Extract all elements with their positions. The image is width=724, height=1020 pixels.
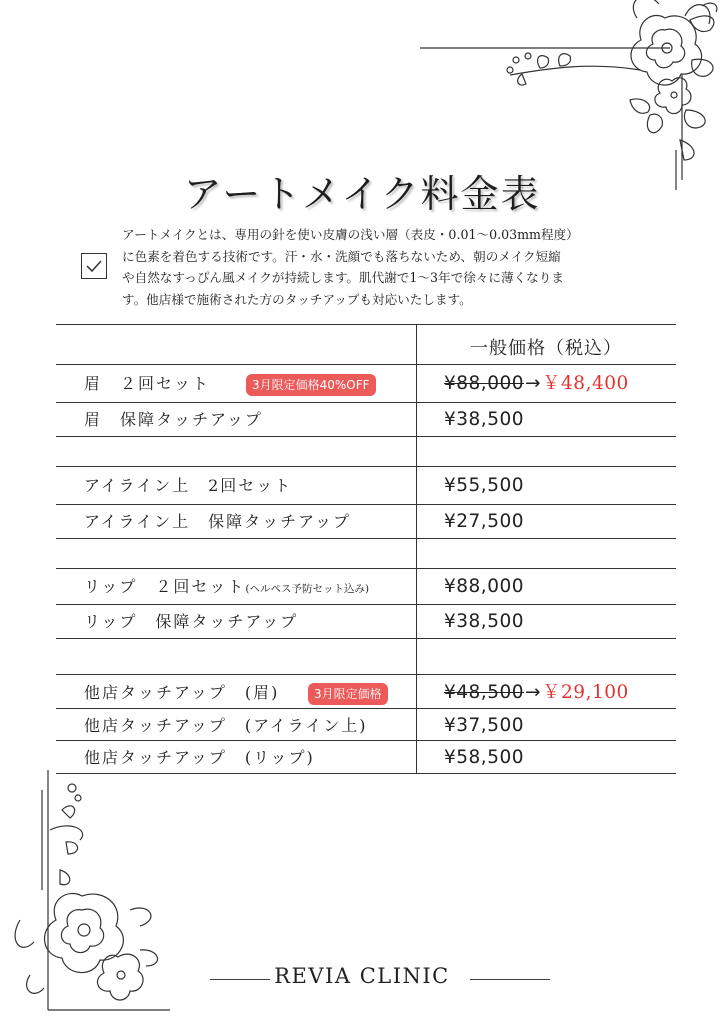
price-table [56, 324, 676, 774]
intro-text [122, 224, 667, 310]
item-name: アイライン上 2回セット [84, 476, 293, 495]
intro-line: アートメイクとは、専用の針を使い皮膚の浅い層（表皮・0.01〜0.03mm程度） [122, 227, 579, 242]
item-price: ¥38,500 [444, 611, 525, 632]
item-price: ¥37,500 [444, 715, 525, 736]
old-price: ¥48,500 [444, 682, 525, 703]
flower-top-right-icon [410, 0, 724, 190]
intro-line: や自然なすっぴん風メイクが持続します。肌代謝で1〜3年で徐々に薄くなりま [122, 270, 564, 285]
item-name [84, 570, 369, 604]
table-row [56, 709, 676, 743]
item-note: (ヘルペス予防セット込み) [245, 583, 370, 595]
price-column-header: 一般価格（税込） [470, 338, 622, 359]
arrow: → [525, 682, 542, 703]
item-price: ¥58,500 [444, 747, 525, 768]
clinic-name: REVIA CLINIC [274, 964, 450, 988]
table-row [56, 570, 676, 604]
item-name: 他店タッチアップ (眉) [84, 683, 280, 702]
item-name: アイライン上 保障タッチアップ [84, 512, 351, 531]
item-name: 他店タッチアップ (アイライン上) [84, 716, 368, 735]
item-price: ¥27,500 [444, 511, 525, 532]
promo-badge: 3月限定価格40%OFF [246, 374, 376, 396]
page-title: アートメイク料金表 [183, 172, 541, 217]
arrow: → [525, 373, 542, 394]
table-row [56, 367, 676, 401]
table-row [56, 505, 676, 539]
item-price: ¥38,500 [444, 409, 525, 430]
item-name: 他店タッチアップ (リップ) [84, 748, 315, 767]
table-divider [56, 568, 676, 569]
intro-line: す。他店様で施術された方のタッチアップも対応いたします。 [122, 291, 472, 307]
table-row [56, 676, 676, 710]
item-price: ¥55,500 [444, 475, 525, 496]
table-divider [56, 324, 676, 325]
sale-price: ￥48,400 [542, 373, 629, 394]
item-price: ¥88,000 [444, 576, 525, 597]
table-divider [56, 674, 676, 675]
table-row [56, 605, 676, 639]
checkbox [81, 253, 107, 279]
item-name-text: リップ ２回セット [84, 577, 246, 596]
item-name: 眉 ２回セット [84, 374, 211, 393]
promo-badge: 3月限定価格 [308, 683, 388, 705]
item-name: リップ 保障タッチアップ [84, 612, 299, 631]
checkmark-icon [85, 258, 103, 274]
table-row [56, 403, 676, 437]
item-price [444, 367, 629, 401]
table-divider [56, 364, 676, 365]
item-price [444, 676, 629, 710]
table-divider [56, 466, 676, 467]
sale-price: ￥29,100 [542, 682, 629, 703]
intro-line: に色素を着色する技術です。汗・水・洗顔でも落ちないため、朝のメイク短縮 [122, 248, 561, 264]
table-row [56, 469, 676, 503]
old-price: ¥88,000 [444, 373, 525, 394]
item-name: 眉 保障タッチアップ [84, 410, 263, 429]
